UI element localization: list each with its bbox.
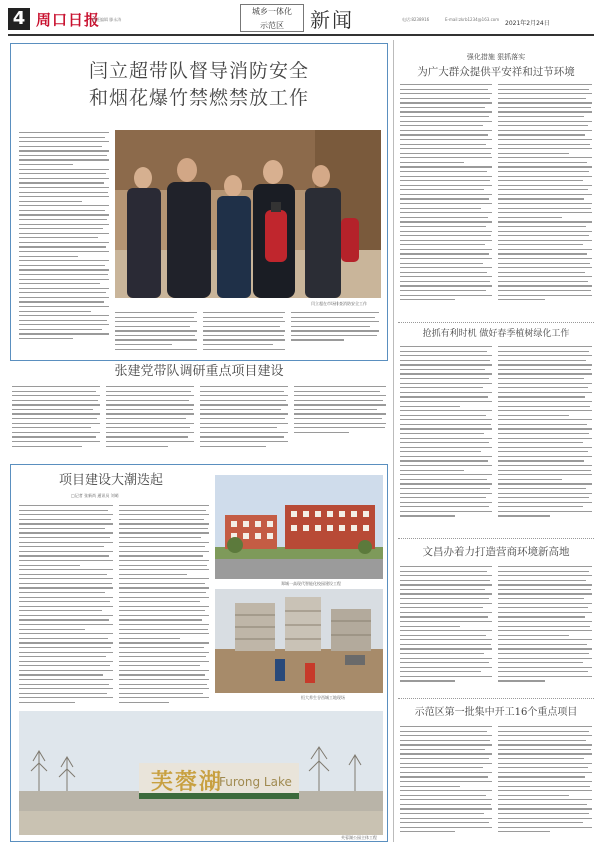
- right-article2-col2: [498, 346, 592, 532]
- construction-site-photo: [215, 589, 383, 693]
- park-photo: [19, 711, 383, 835]
- editor-credit: 值班编辑 滕永涛: [92, 17, 122, 22]
- page-number: 4: [8, 8, 30, 30]
- right-article1-headline: 为广大群众提供平安祥和过节环境: [417, 66, 575, 78]
- lead-article: [10, 43, 388, 361]
- construction-article: [10, 464, 388, 842]
- officials-inspecting-photo: [115, 130, 381, 298]
- right-article3-headline: 文昌办着力打造营商环境新高地: [422, 546, 570, 558]
- school-photo-caption: 郑城一高现代智能化校园建设工程: [281, 581, 341, 586]
- research-article-headline: 张建党带队调研重点项目建设: [114, 364, 284, 379]
- lead-headline-line2: 和烟花爆竹禁燃禁放工作: [88, 87, 309, 109]
- section-label: 新闻: [310, 8, 354, 32]
- right-article1-col1: [400, 84, 492, 316]
- lead-body-left: [19, 132, 109, 352]
- phone-number: 电话:8238916: [402, 17, 430, 22]
- research-article-col2: [106, 386, 194, 456]
- category-top: 城乡一体化: [252, 7, 292, 16]
- right-article3-col2: [498, 566, 592, 692]
- lead-headline: [11, 58, 387, 112]
- right-divider-2: [398, 538, 594, 539]
- column-separator: [393, 40, 394, 842]
- masthead: [0, 0, 600, 38]
- construction-body-col1: [19, 505, 113, 719]
- school-campus-photo: [215, 475, 383, 579]
- issue-date: 2021年2月24日: [505, 20, 550, 27]
- lead-photo-caption: 闫立超在市场排查消防安全工作: [311, 301, 367, 306]
- right-article4-headline: 示范区第一批集中开工16个重点项目: [414, 707, 578, 718]
- category-bottom: 示范区: [260, 21, 284, 30]
- research-article-col4: [294, 386, 386, 456]
- header-rule: [8, 34, 594, 36]
- right-article2-headline: 抢抓有利时机 做好春季植树绿化工作: [422, 329, 570, 339]
- construction-photo-caption: 恒大养生谷西城工地现场: [301, 695, 345, 700]
- lead-body-col4: [291, 312, 379, 356]
- research-article-col1: [12, 386, 100, 456]
- right-article1-col2: [498, 84, 592, 316]
- right-divider-3: [398, 698, 594, 699]
- research-article-col3: [200, 386, 288, 456]
- right-divider-1: [398, 322, 594, 323]
- right-article4-col2: [498, 726, 592, 842]
- right-kicker: 强化措施 狠抓落实: [466, 53, 526, 61]
- construction-body-col2: [119, 505, 209, 719]
- park-sign-text: 芙蓉湖: [151, 769, 224, 795]
- school-building-image: [215, 475, 383, 579]
- lead-headline-line1: 闫立超带队督导消防安全: [88, 60, 309, 82]
- construction-byline: □记者 张新尚 通讯员 刘萌: [71, 493, 119, 498]
- park-sign-subtext: Furong Lake: [219, 775, 292, 789]
- construction-headline: 项目建设大潮迭起: [58, 473, 163, 488]
- lead-body-col3: [203, 312, 285, 356]
- category-box: [240, 4, 304, 32]
- lead-photo: [115, 130, 381, 298]
- right-article3-col1: [400, 566, 492, 692]
- email-address: E-mail:zkrb1234@163.com: [445, 17, 500, 22]
- construction-site-image: [215, 589, 383, 693]
- right-article4-col1: [400, 726, 492, 842]
- park-photo-caption: 芙蓉湖公园主体工程: [341, 835, 377, 840]
- newspaper-logo: 周口日报: [36, 11, 101, 29]
- lead-body-col2: [115, 312, 197, 356]
- right-article2-col1: [400, 346, 492, 532]
